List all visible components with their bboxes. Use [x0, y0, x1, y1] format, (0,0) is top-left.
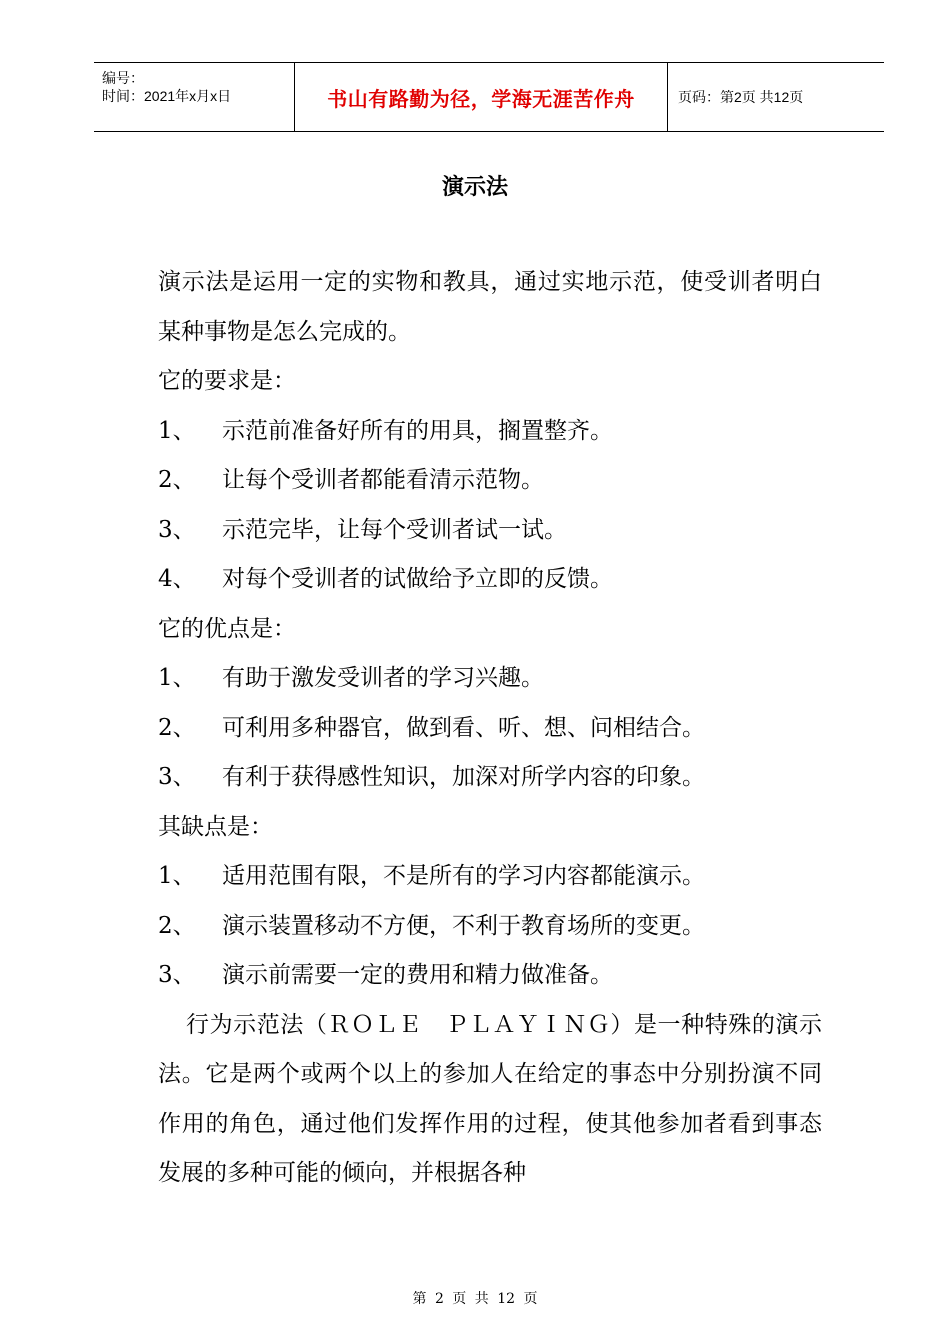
header-page-info: 页码：第2页 共12页 — [678, 89, 804, 105]
document-body — [158, 258, 822, 1199]
list-item-number: 3、 — [158, 516, 196, 543]
header-meta — [94, 63, 295, 131]
list-item — [158, 555, 822, 605]
disadvantages-heading: 其缺点是： — [158, 813, 273, 840]
list-item — [158, 951, 822, 1001]
list-item-number: 2、 — [158, 912, 196, 939]
page-footer: 第 2 页 共 12 页 — [412, 1291, 538, 1307]
document-number-label: 编号： — [102, 70, 144, 86]
document-title: 演示法 — [441, 175, 508, 200]
list-item-number: 1、 — [158, 417, 196, 444]
list-item — [158, 704, 822, 754]
document-time-label: 时间：2021年x月x日 — [102, 88, 232, 104]
list-item-number: 1、 — [158, 665, 196, 691]
page-header — [94, 62, 884, 132]
list-item-text: 适用范围有限，不是所有的学习内容都能演示。 — [222, 863, 705, 889]
list-item — [158, 407, 822, 457]
list-item-text: 演示前需要一定的费用和精力做准备。 — [222, 962, 613, 988]
list-item — [158, 852, 822, 902]
list-item-text: 可利用多种器官，做到看、听、想、问相结合。 — [222, 714, 705, 741]
list-item — [158, 456, 822, 506]
advantages-heading: 它的优点是： — [158, 615, 296, 642]
list-item-text: 有助于激发受训者的学习兴趣。 — [222, 665, 544, 691]
list-item-number: 3、 — [158, 764, 196, 790]
list-item-number: 2、 — [158, 467, 196, 493]
list-item-number: 3、 — [158, 962, 196, 988]
role-playing-paragraph: 行为示范法（ＲＯＬＥ ＰＬＡＹＩＮＧ）是一种特殊的演示法。它是两个或两个以上的参加人在给定的事态中分别扮演不同作用的角色，通过他们发挥作用的过程，使其他参加者看到事态发展的多种可能的倾向，并根据各种 — [158, 1011, 822, 1186]
list-item-number: 1、 — [158, 863, 196, 889]
list-item-number: 4、 — [158, 566, 196, 592]
list-item-text: 演示装置移动不方便，不利于教育场所的变更。 — [222, 912, 705, 939]
list-item-text: 示范前准备好所有的用具，搁置整齐。 — [222, 417, 613, 444]
header-page-cell — [668, 63, 884, 131]
list-item — [158, 902, 822, 952]
intro-paragraph: 演示法是运用一定的实物和教具，通过实地示范，使受训者明白某种事物是怎么完成的。 — [158, 269, 822, 345]
list-item — [158, 506, 822, 556]
list-item-number: 2、 — [158, 714, 196, 741]
list-item — [158, 654, 822, 704]
list-item-text: 让每个受训者都能看清示范物。 — [222, 467, 544, 493]
list-item — [158, 753, 822, 803]
list-item-text: 有利于获得感性知识，加深对所学内容的印象。 — [222, 764, 705, 790]
header-motto: 书山有路勤为径，学海无涯苦作舟 — [327, 86, 635, 111]
requirements-heading: 它的要求是： — [158, 368, 296, 394]
list-item-text: 对每个受训者的试做给予立即的反馈。 — [222, 566, 613, 592]
header-motto-cell — [295, 63, 668, 131]
list-item-text: 示范完毕，让每个受训者试一试。 — [222, 516, 567, 543]
